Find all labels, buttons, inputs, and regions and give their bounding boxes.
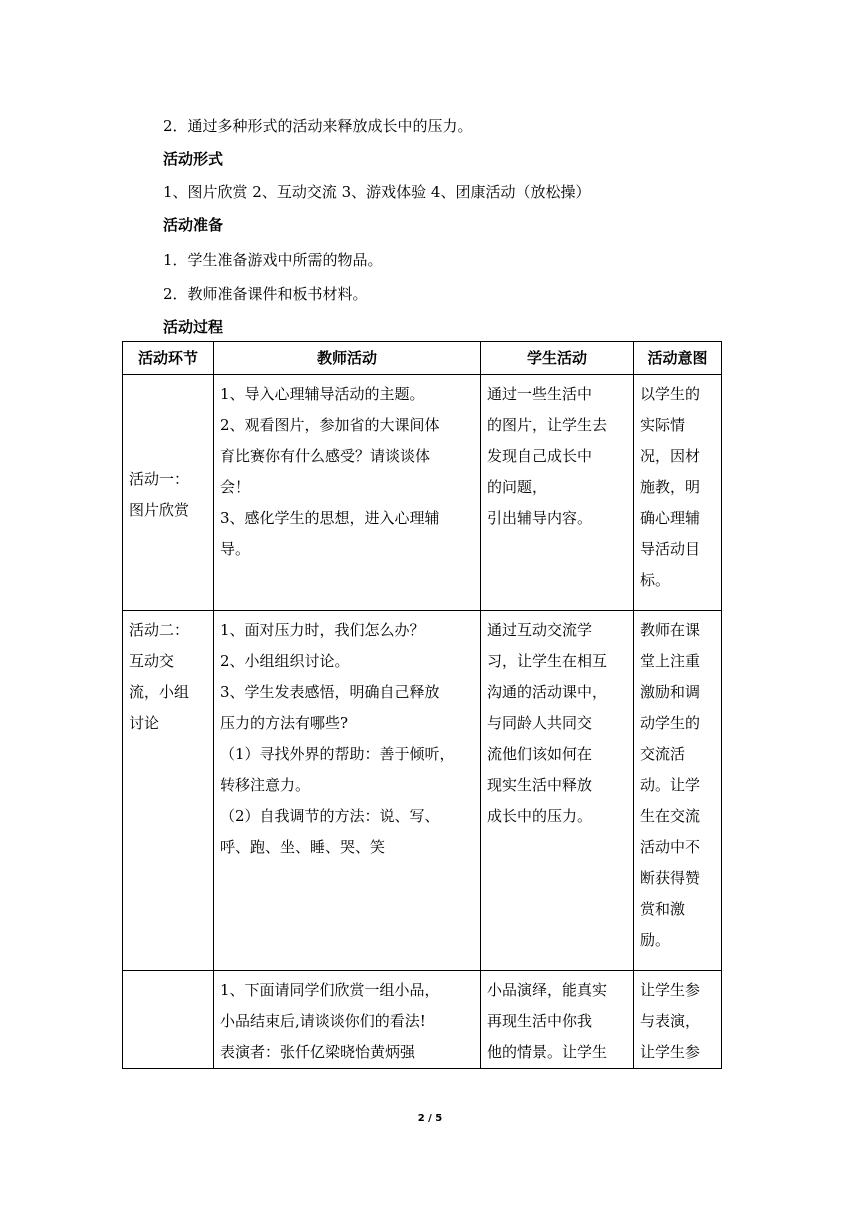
cell-line: 他的情景。让学生 xyxy=(487,1043,608,1061)
cell-line: 通过互动交流学 xyxy=(487,621,593,639)
student-cell xyxy=(481,971,634,1069)
cell-line: 现实生活中释放 xyxy=(487,776,593,794)
student-cell xyxy=(481,375,634,611)
cell-line: 发现自己成长中 xyxy=(487,447,593,465)
cell-line: 小品结束后,请谈谈你们的看法! xyxy=(220,1012,426,1030)
cell-line: 堂上注重 xyxy=(640,652,701,670)
cell-line: 流他们该如何在 xyxy=(487,745,593,763)
table-row xyxy=(123,375,722,611)
cell-line: 3、感化学生的思想，进入心理辅 xyxy=(220,509,440,527)
cell-line: 2、观看图片，参加省的大课间体 xyxy=(220,416,440,434)
teacher-cell xyxy=(214,611,481,971)
cell-line: 3、学生发表感悟，明确自己释放 xyxy=(220,683,440,701)
cell-line: 互动交 xyxy=(129,652,175,670)
cell-line: 图片欣赏 xyxy=(129,500,190,519)
cell-line: 成长中的压力。 xyxy=(487,807,593,825)
table-header-row xyxy=(123,342,722,375)
cell-line: 教师在课 xyxy=(640,621,701,639)
cell-line: 1、导入心理辅导活动的主题。 xyxy=(220,385,425,403)
intent-cell xyxy=(634,971,722,1069)
header-intent: 活动意图 xyxy=(634,342,722,375)
teacher-cell xyxy=(214,375,481,611)
intent-cell xyxy=(634,375,722,611)
prep-item-1: 1．学生准备游戏中所需的物品。 xyxy=(163,251,383,269)
cell-line: 通过一些生活中 xyxy=(487,385,593,403)
cell-line: 小品演绎，能真实 xyxy=(487,981,608,999)
cell-line: 导。 xyxy=(220,540,251,558)
cell-line: 2、小组组织讨论。 xyxy=(220,652,350,670)
cell-line: 再现生活中你我 xyxy=(487,1012,593,1030)
header-student: 学生活动 xyxy=(481,342,634,375)
cell-line: 1、面对压力时，我们怎么办？ xyxy=(220,621,425,639)
cell-line: 习，让学生在相互 xyxy=(487,652,608,670)
activity-form-text: 1、图片欣赏 2、互动交流 3、游戏体验 4、团康活动（放松操） xyxy=(163,183,591,201)
heading-activity-prep: 活动准备 xyxy=(163,216,224,234)
stage-cell xyxy=(123,611,214,971)
cell-line: 动学生的 xyxy=(640,714,701,732)
cell-line: 流，小组 xyxy=(129,683,190,701)
cell-line: 1、下面请同学们欣赏一组小品， xyxy=(220,981,440,999)
teacher-cell xyxy=(214,971,481,1069)
cell-line: 活动一： xyxy=(129,469,190,488)
intent-cell xyxy=(634,611,722,971)
cell-line: 与同龄人共同交 xyxy=(487,714,593,732)
cell-line: 实际情 xyxy=(640,416,686,434)
cell-line: 断获得赞 xyxy=(640,869,701,887)
cell-line: 导活动目 xyxy=(640,540,701,558)
prep-item-2: 2．教师准备课件和板书材料。 xyxy=(163,285,368,303)
activity-process-table xyxy=(122,341,722,1069)
cell-line: 育比赛你有什么感受？请谈谈体 xyxy=(220,447,431,465)
cell-line: 沟通的活动课中， xyxy=(487,683,608,701)
stage-cell xyxy=(123,375,214,611)
heading-activity-process: 活动过程 xyxy=(163,318,224,336)
cell-line: （2）自我调节的方法：说、写、 xyxy=(220,807,440,825)
cell-line: 表演者：张仟亿梁晓怡黄炳强 xyxy=(220,1043,416,1061)
cell-line: 讨论 xyxy=(129,714,160,732)
cell-line: 转移注意力。 xyxy=(220,776,311,794)
cell-line: （1）寻找外界的帮助：善于倾听， xyxy=(220,745,455,763)
cell-line: 压力的方法有哪些? xyxy=(220,714,349,732)
cell-line: 生在交流 xyxy=(640,807,701,825)
cell-line: 况，因材 xyxy=(640,447,701,465)
student-cell xyxy=(481,611,634,971)
page-number: 2 / 5 xyxy=(417,1113,443,1124)
table-row xyxy=(123,611,722,971)
cell-line: 呼、跑、坐、睡、哭、笑 xyxy=(220,838,386,856)
cell-line: 活动二： xyxy=(129,621,190,639)
cell-line: 以学生的 xyxy=(640,385,701,403)
cell-line: 施教，明 xyxy=(640,478,701,496)
cell-line: 励。 xyxy=(640,931,671,949)
cell-line: 活动中不 xyxy=(640,838,701,856)
cell-line: 赏和激 xyxy=(640,900,686,918)
header-stage: 活动环节 xyxy=(123,342,214,375)
cell-line: 确心理辅 xyxy=(640,509,701,527)
cell-line: 的问题， xyxy=(487,478,548,496)
cell-line: 标。 xyxy=(640,571,671,589)
cell-line: 引出辅导内容。 xyxy=(487,509,593,527)
cell-line: 让学生参 xyxy=(640,981,701,999)
cell-line: 动。让学 xyxy=(640,776,701,794)
cell-line: 交流活 xyxy=(640,745,686,763)
cell-line: 让学生参 xyxy=(640,1043,701,1061)
header-teacher: 教师活动 xyxy=(214,342,481,375)
cell-line: 与表演， xyxy=(640,1012,701,1030)
heading-activity-form: 活动形式 xyxy=(163,150,224,168)
table-row xyxy=(123,971,722,1069)
cell-line: 会！ xyxy=(220,478,251,496)
stage-cell xyxy=(123,971,214,1069)
cell-line: 激励和调 xyxy=(640,683,701,701)
cell-line: 的图片，让学生去 xyxy=(487,416,608,434)
objective-line: 2．通过多种形式的活动来释放成长中的压力。 xyxy=(163,117,473,135)
